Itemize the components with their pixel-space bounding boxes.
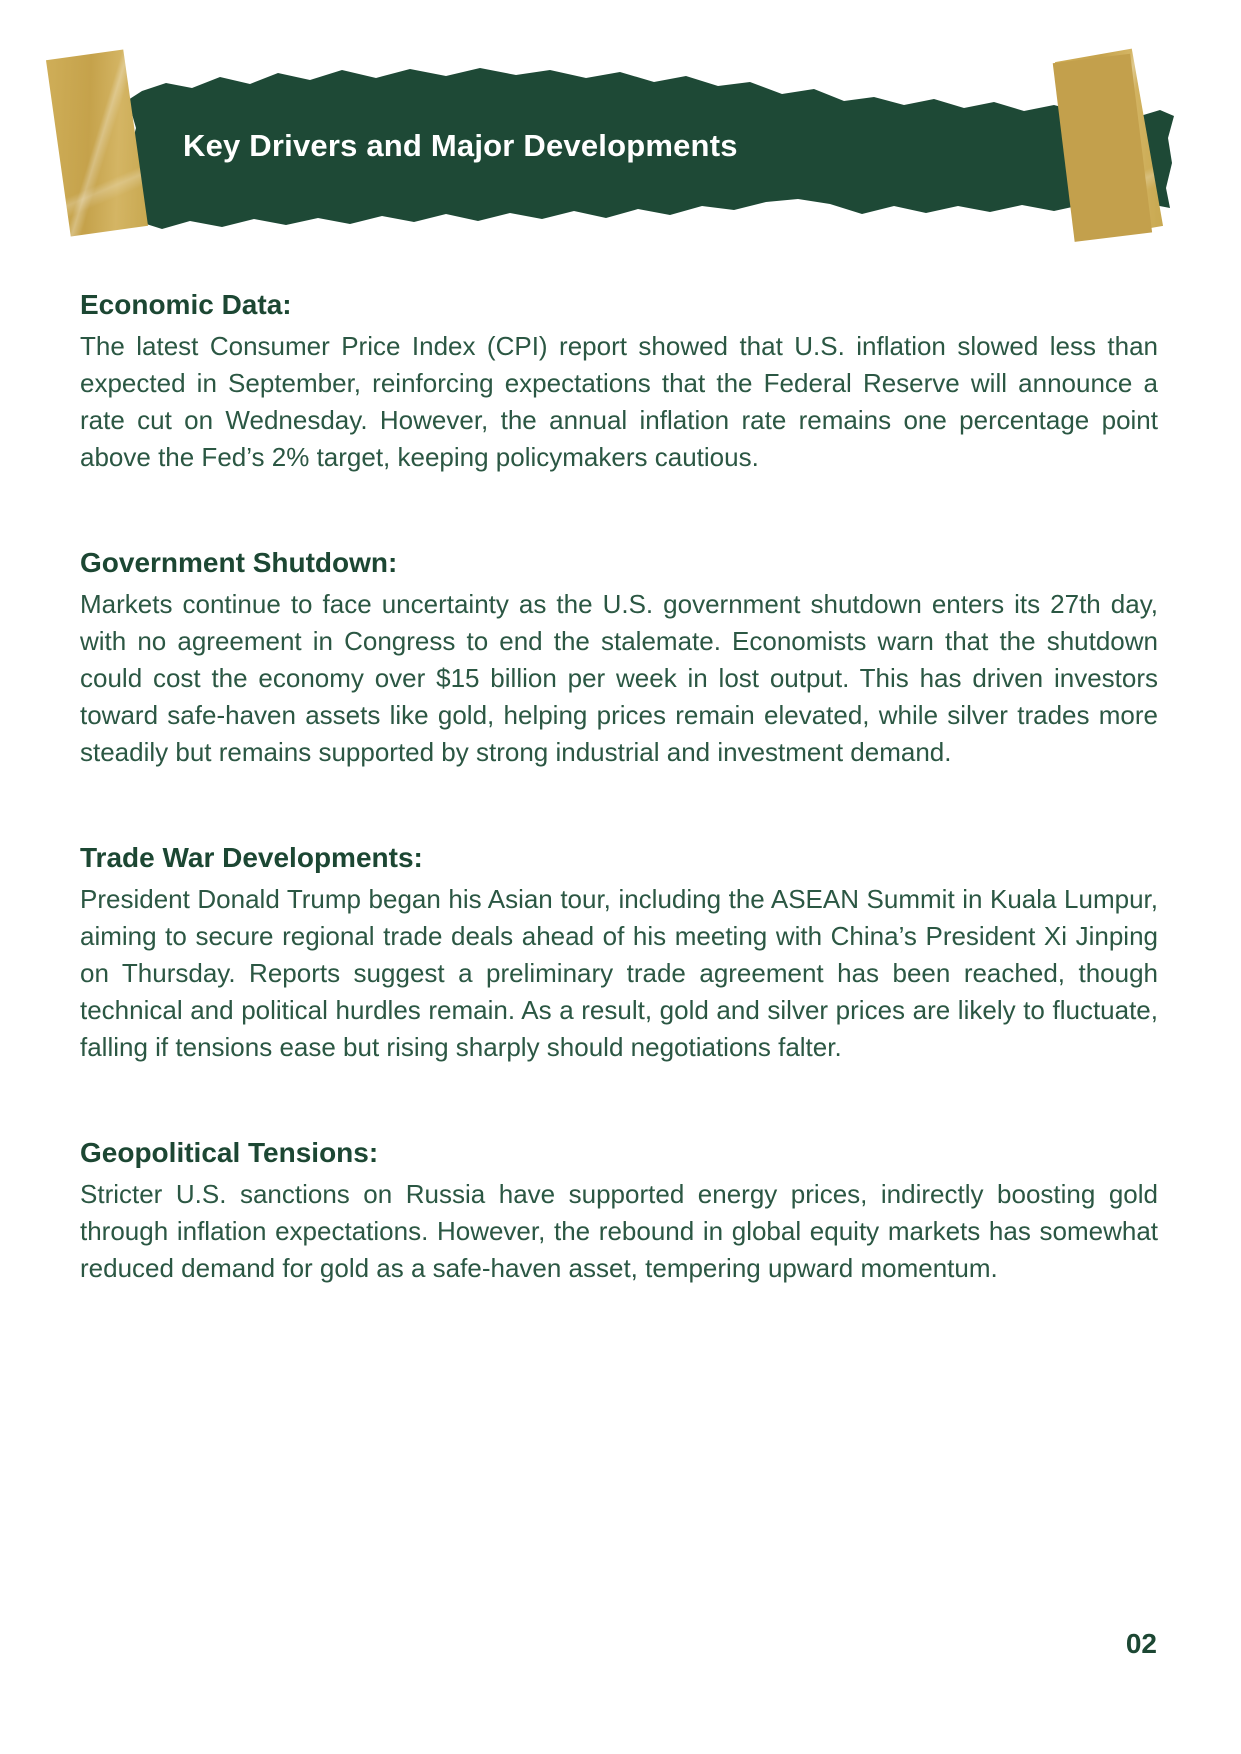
page-header	[0, 0, 1241, 260]
section-body: The latest Consumer Price Index (CPI) report showed that U.S. inflation slowed less than expected in September, reinforcing expectations that the Federal Reserve will announce a rate cut on Wednesday. However, the annual inflation rate remains one percentage point above the Fed’s 2% target, keeping policymakers cautious.	[80, 331, 1158, 472]
section-economic-data	[80, 288, 1158, 476]
section-heading: Trade War Developments:	[80, 842, 423, 873]
section-body: Markets continue to face uncertainty as the U.S. government shutdown enters its 27th day, with no agreement in Congress to end the stalemate. Economists warn that the shutdown could cost the economy over $15 billion per week in lost output. This has driven investors toward safe-haven assets like gold, helping prices remain elevated, while silver trades more steadily but remains supported by strong industrial and investment demand.	[80, 589, 1158, 767]
section-heading: Economic Data:	[80, 289, 292, 320]
page-number: 02	[1125, 1628, 1157, 1659]
section-trade-war-developments	[80, 841, 1158, 1066]
section-government-shutdown	[80, 546, 1158, 771]
section-body: President Donald Trump began his Asian tour, including the ASEAN Summit in Kuala Lumpur, aiming to secure regional trade deals ahead of his meeting with China’s President Xi Jinping on Thursday. Reports suggest a preliminary trade agreement has been reached, though technical and political hurdles remain. As a result, gold and silver prices are likely to fluctuate, falling if tensions ease but rising sharply should negotiations falter.	[80, 884, 1158, 1062]
section-heading: Geopolitical Tensions:	[80, 1137, 379, 1168]
page-title: Key Drivers and Major Developments	[183, 128, 738, 163]
page-content	[80, 288, 1158, 1357]
section-body: Stricter U.S. sanctions on Russia have supported energy prices, indirectly boosting gold through inflation expectations. However, the rebound in global equity markets has somewhat reduced demand for gold as a safe-haven asset, tempering upward momentum.	[80, 1179, 1158, 1283]
section-heading: Government Shutdown:	[80, 547, 398, 578]
section-geopolitical-tensions	[80, 1136, 1158, 1287]
